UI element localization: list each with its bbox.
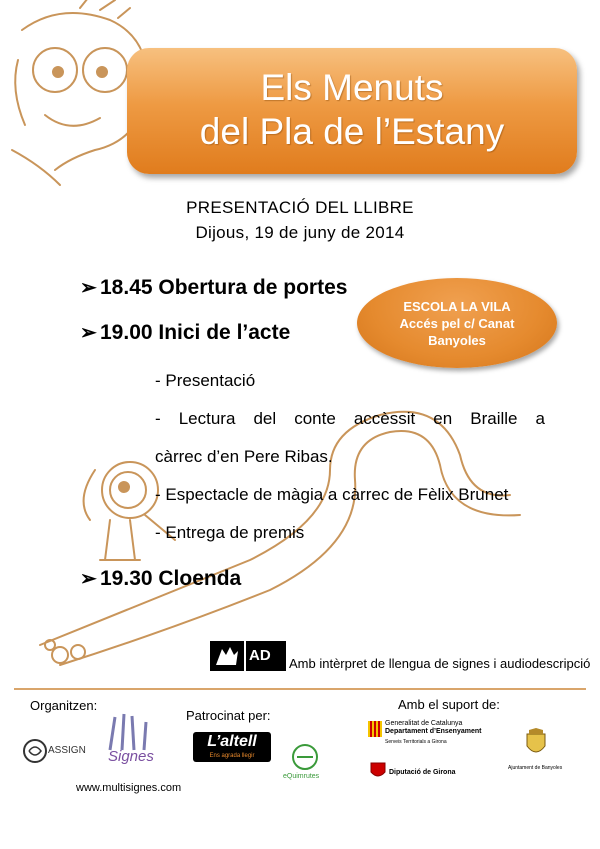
accessibility-text: Amb intèrpret de llengua de signes i audiodescripció bbox=[289, 656, 591, 671]
subtitle-date: Dijous, 19 de juny de 2014 bbox=[195, 223, 405, 242]
multisignes-hands-icon bbox=[100, 712, 160, 752]
altell-title: L’altell bbox=[207, 733, 257, 750]
diputacio-logo: Diputació de Girona bbox=[389, 769, 456, 776]
schedule-item: ➢ 19.30 Cloenda bbox=[80, 567, 242, 590]
ajuntament-logo: Ajuntament de Banyoles bbox=[508, 765, 563, 771]
arrow-icon: ➢ bbox=[80, 277, 97, 299]
assign-logo: ASSIGN bbox=[48, 745, 86, 756]
detail-line: - Espectacle de màgia a càrrec de Fèlix Brunet bbox=[155, 485, 509, 504]
assign-logo-icon bbox=[22, 738, 48, 764]
audio-description-icon: AD bbox=[246, 641, 286, 671]
detail-line: - Presentació bbox=[155, 371, 256, 390]
subtitle-presentation: PRESENTACIÓ DEL LLIBRE bbox=[186, 198, 414, 217]
schedule-item: ➢ 18.45 Obertura de portes bbox=[80, 276, 348, 299]
venue-badge bbox=[357, 278, 557, 368]
generalitat-line-2: Departament d’Ensenyament bbox=[385, 728, 482, 735]
multisignes-logo: Signes bbox=[108, 748, 154, 765]
schedule-item: ➢ 19.00 Inici de l’acte bbox=[80, 321, 291, 344]
venue-line-2: Accés pel c/ Canat bbox=[399, 315, 515, 331]
altell-subtitle: Ens agrada llegir bbox=[209, 753, 255, 759]
venue-line-1: ESCOLA LA VILA bbox=[403, 298, 511, 314]
footer-divider bbox=[14, 688, 586, 690]
equimrutes-logo: eQuimrutes bbox=[283, 773, 320, 780]
equimrutes-logo-icon bbox=[285, 742, 325, 772]
detail-line: càrrec d’en Pere Ribas. bbox=[155, 447, 333, 466]
detail-line: - Lectura del conte accèssit en Braille a bbox=[155, 409, 545, 428]
arrow-icon: ➢ bbox=[80, 322, 97, 344]
title-banner bbox=[127, 48, 577, 174]
generalitat-line-1: Generalitat de Catalunya bbox=[385, 720, 463, 727]
arrow-icon: ➢ bbox=[80, 568, 97, 590]
title-line-1: Els Menuts bbox=[260, 67, 444, 108]
sign-language-icon bbox=[210, 641, 244, 671]
website-link[interactable]: www.multisignes.com bbox=[76, 782, 182, 794]
banyoles-crest-icon bbox=[525, 728, 547, 758]
diputacio-shield-icon bbox=[370, 762, 386, 780]
organitzen-label: Organitzen: bbox=[30, 698, 98, 713]
title-line-2: del Pla de l’Estany bbox=[199, 111, 505, 152]
altell-logo bbox=[193, 732, 271, 762]
detail-line: - Entrega de premis bbox=[155, 523, 305, 542]
generalitat-flag-icon bbox=[368, 721, 382, 737]
suport-label: Amb el suport de: bbox=[398, 697, 500, 712]
generalitat-line-3: Serveis Territorials a Girona bbox=[385, 739, 447, 745]
patrocinat-label: Patrocinat per: bbox=[186, 708, 271, 723]
venue-line-3: Banyoles bbox=[428, 332, 486, 348]
